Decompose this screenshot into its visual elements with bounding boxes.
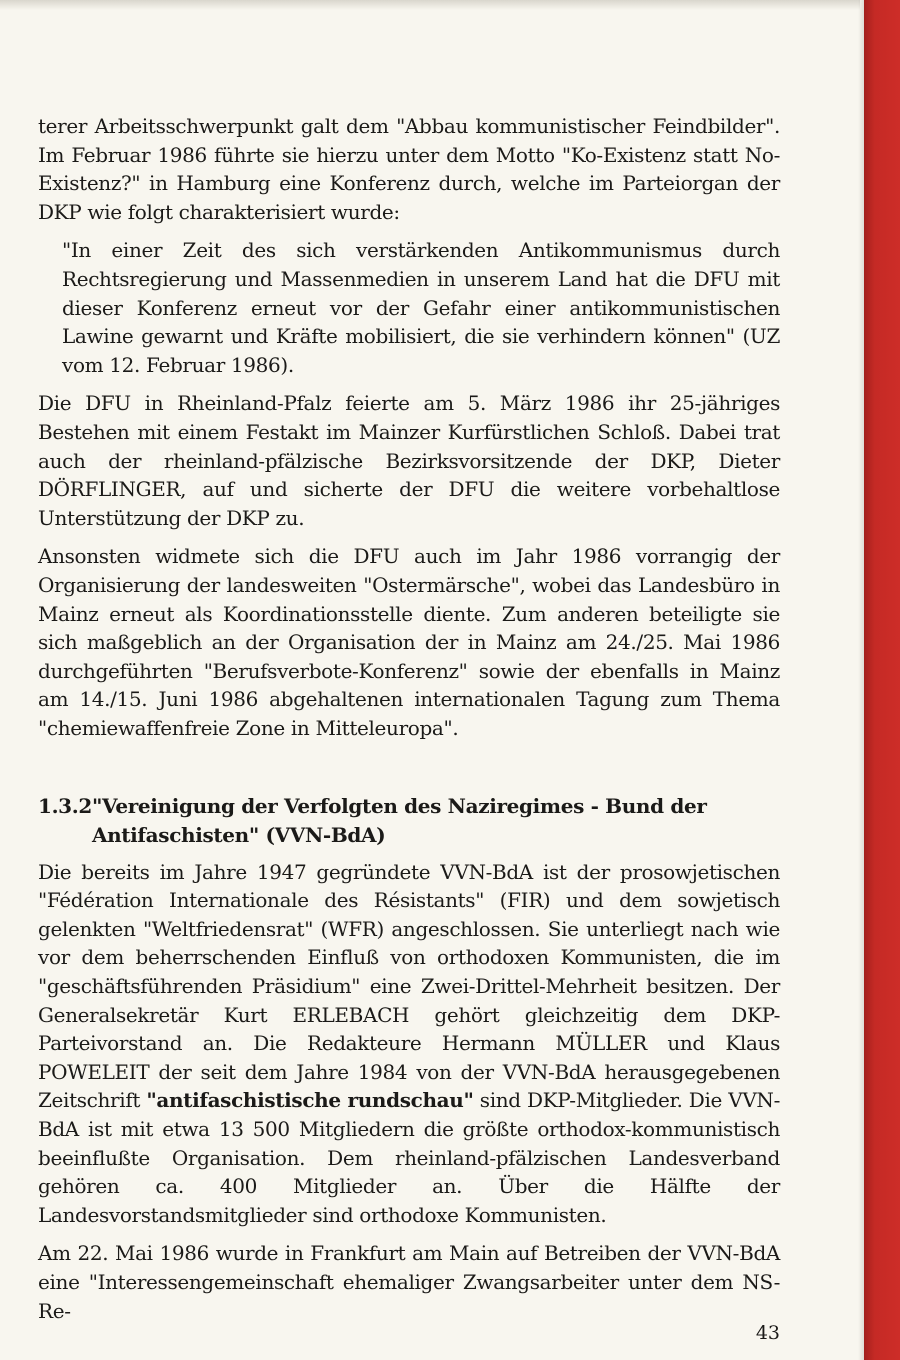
paragraph-1: terer Arbeitsschwerpunkt galt dem "Abbau kommunistischer Feindbilder". Im Februar 1986 führte sie hierzu unter dem Motto "Ko-Existenz statt No-Existenz?" in Hamburg eine Konferenz durch, welche im Parteiorgan der DKP wie folgt charakterisiert wurde:: [38, 114, 780, 224]
paragraph-3: Ansonsten widmete sich die DFU auch im Jahr 1986 vorrangig der Organisierung der landesweiten "Ostermärsche", wobei das Landesbüro in Mainz erneut als Koordinationsstelle diente. Zum anderen beteiligte sie sich maßgeblich an der Organisation der in Mainz am 24./25. Mai 1986 durchgeführten "Berufsverbote-Konferenz" sowie der ebenfalls in Mainz am 14./15. Juni 1986 abgehaltenen internationalen Tagung zum Thema "chemiewaffenfreie Zone in Mitteleuropa".: [38, 544, 780, 740]
paragraph-2: Die DFU in Rheinland-Pfalz feierte am 5. März 1986 ihr 25-jähriges Bestehen mit einem Festakt im Mainzer Kurfürstlichen Schloß. Dabei trat auch der rheinland-pfälzische Bezirksvorsitzende der DKP, Dieter DÖRFLINGER, auf und sicherte der DFU die weitere vorbehaltlose Unterstützung der DKP zu.: [38, 391, 780, 530]
paragraph-4: [38, 858, 780, 1230]
page-number: 43: [755, 1322, 780, 1344]
block-quote: "In einer Zeit des sich verstärkenden Antikommunismus durch Rechtsregierung und Massenmedien in unserem Land hat die DFU mit dieser Konferenz erneut vor der Gefahr einer antikommunistischen Lawine gewarnt und Kräfte mobilisiert, die sie verhindern können" (UZ vom 12. Februar 1986).: [62, 238, 780, 377]
publication-title: "antifaschistische rundschau": [146, 1088, 474, 1113]
page-content: [38, 112, 780, 1325]
paragraph-5: Am 22. Mai 1986 wurde in Frankfurt am Main auf Betreiben der VVN-BdA eine "Interessengemeinschaft ehemaliger Zwangsarbeiter unter dem NS-Re-: [38, 1241, 780, 1323]
red-cover-edge: [864, 0, 900, 1360]
section-title: "Vereinigung der Verfolgten des Naziregimes - Bund der Antifaschisten" (VVN-BdA): [91, 794, 707, 848]
section-heading: [38, 792, 780, 849]
top-shadow: [0, 0, 860, 10]
paragraph-4-text-a: Die bereits im Jahre 1947 gegründete VVN-BdA ist der prosowjetischen "Fédération Internationale des Résistants" (FIR) und dem sowjetisch gelenkten "Weltfriedensrat" (WFR) angeschlossen. Sie unterliegt nach wie vor dem beherrschenden Einfluß von orthodoxen Kommunisten, die im "geschäftsführenden Präsidium" eine Zwei-Drittel-Mehrheit besitzen. Der Generalsekretär Kurt ERLEBACH gehört gleichzeitig dem DKP-Parteivorstand an. Die Redakteure Hermann MÜLLER und Klaus POWELEIT der seit dem Jahre 1984 von der VVN-BdA herausgegebenen Zeitschrift: [38, 859, 780, 1113]
section-number: 1.3.2: [38, 794, 92, 819]
paragraph-4-text-b: sind DKP-Mitglieder. Die VVN-BdA ist mit etwa 13 500 Mitgliedern die größte orthodox-kommunistisch beeinflußte Organisation. Dem rheinland-pfälzischen Landesverband gehören ca. 400 Mitglieder an. Über die Hälfte der Landesvorstandsmitglieder sind orthodoxe Kommunisten.: [38, 1088, 780, 1227]
